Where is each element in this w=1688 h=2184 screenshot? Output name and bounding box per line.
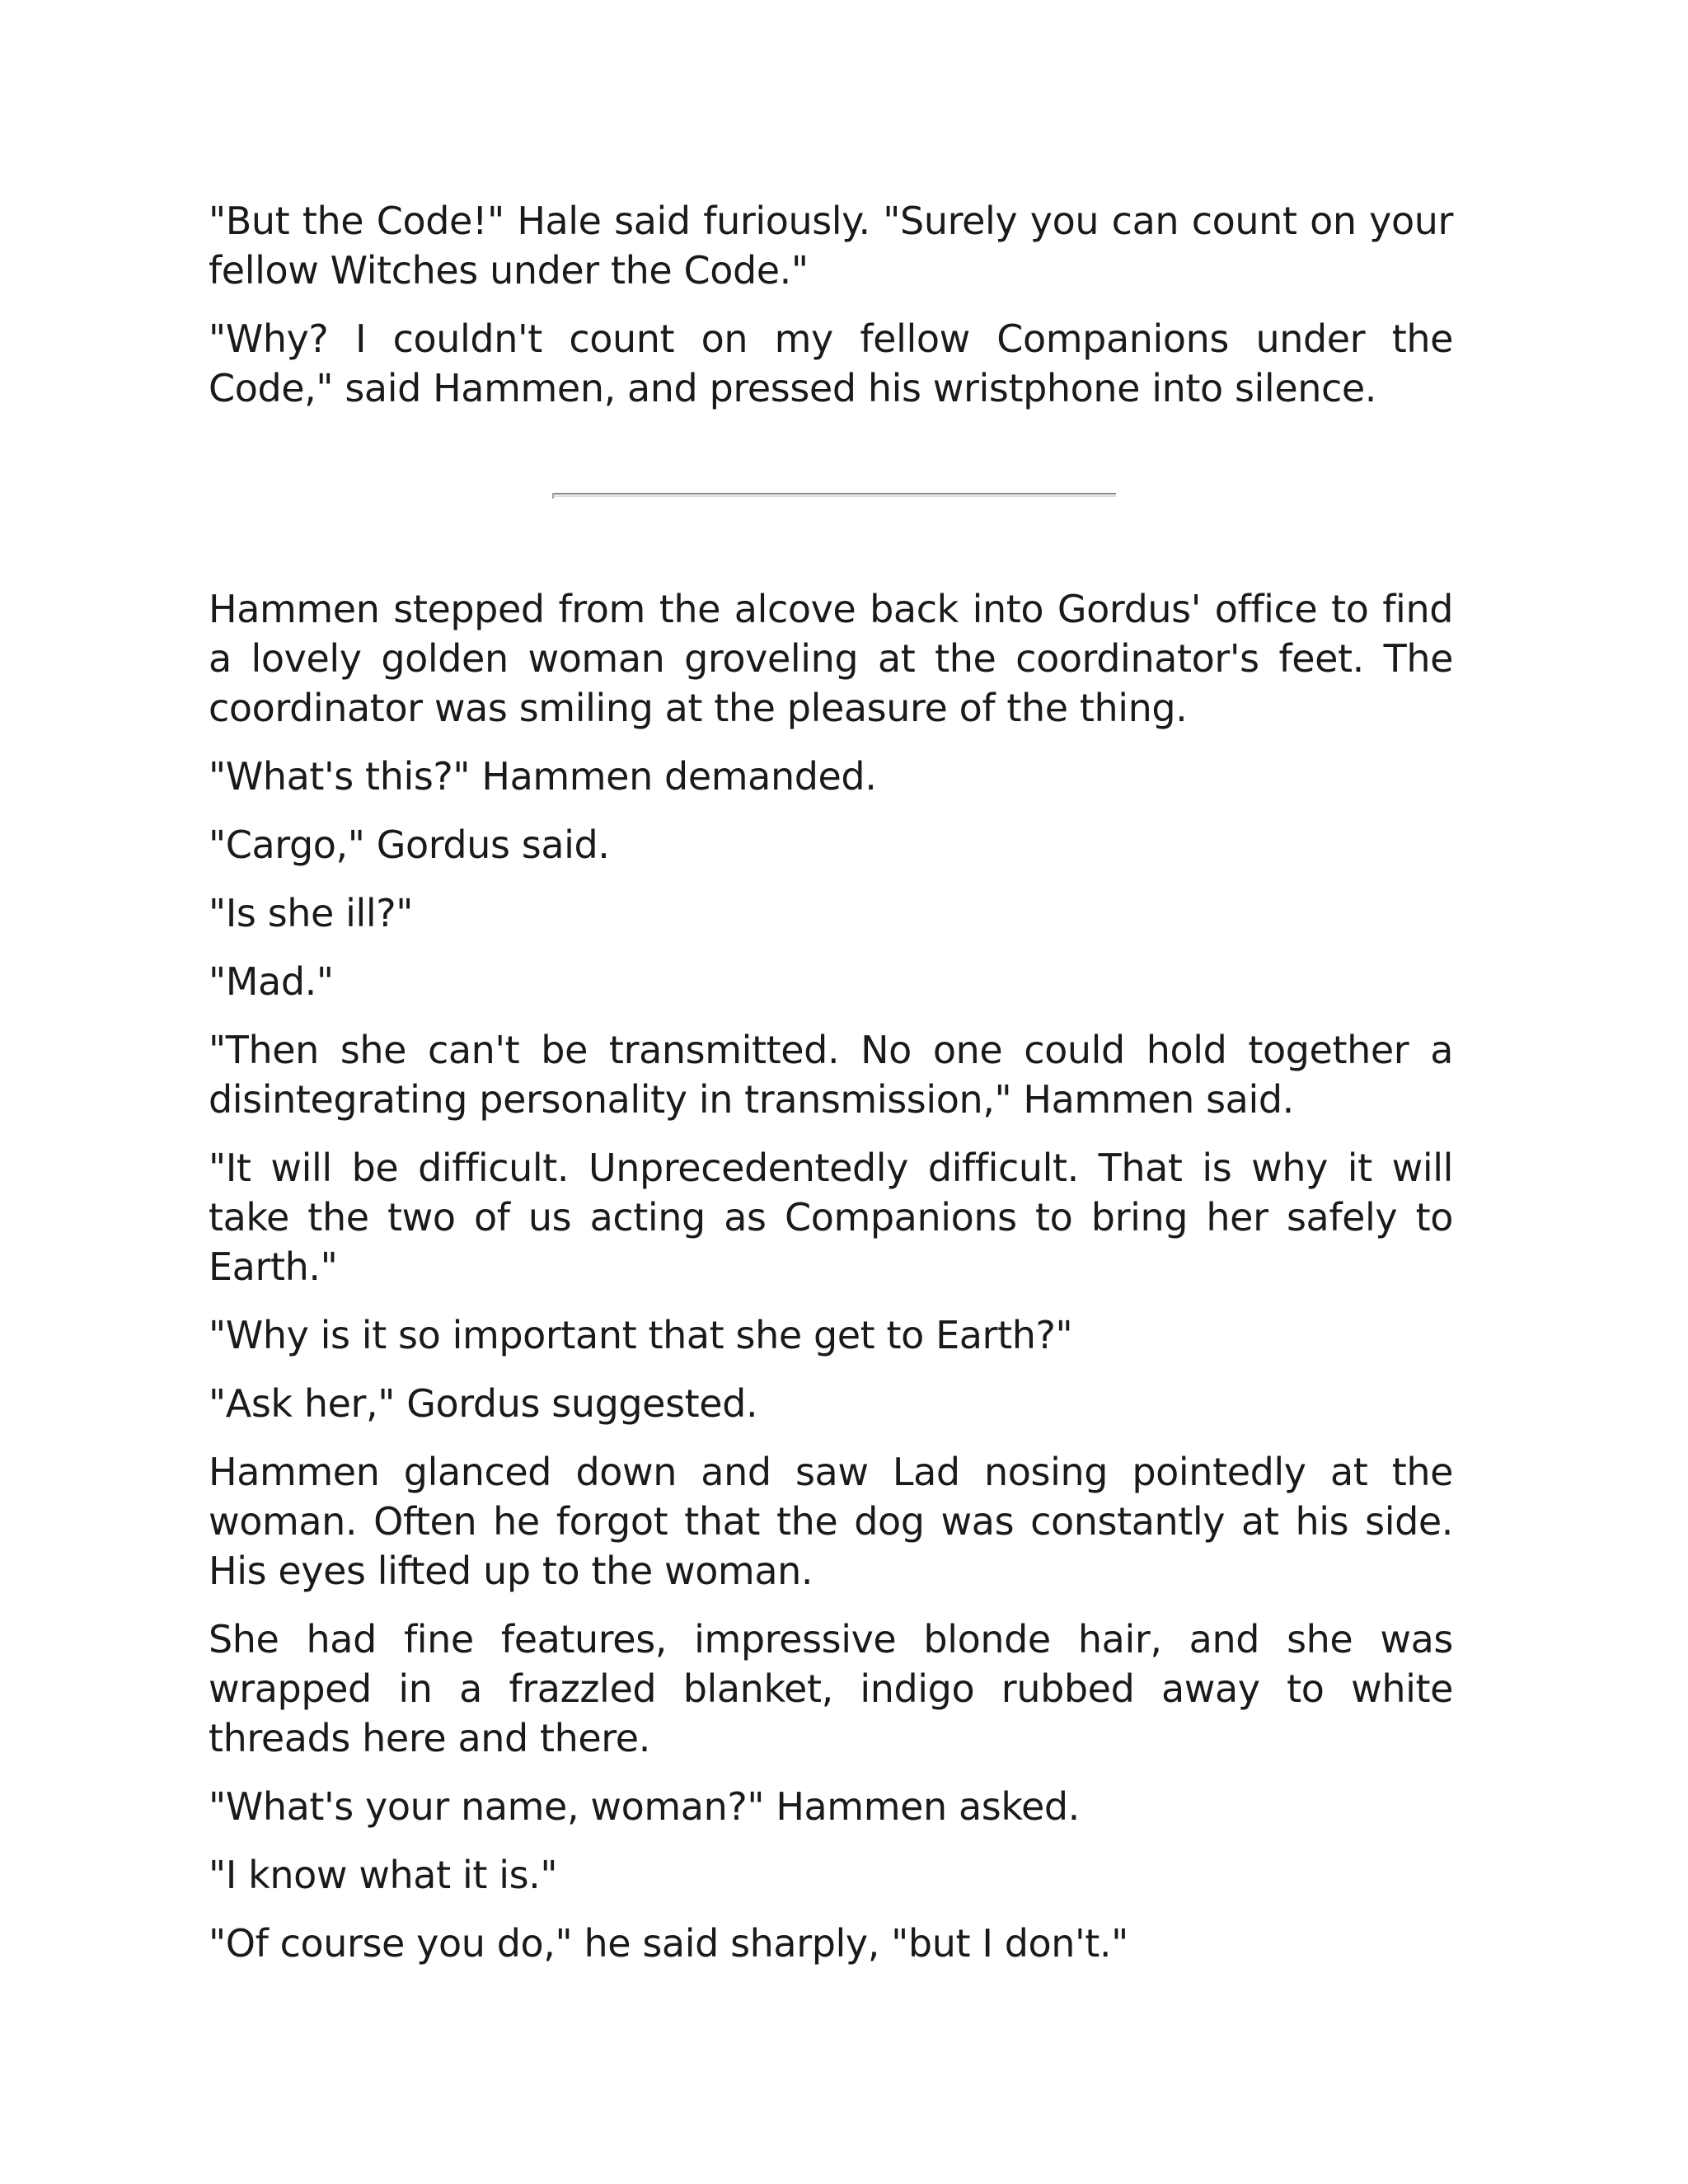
paragraph: "Cargo," Gordus said. [209,823,610,867]
paragraph: "What's your name, woman?" Hammen asked. [209,1784,1080,1829]
paragraph: "I know what it is." [209,1853,558,1897]
paragraph: "But the Code!" Hale said furiously. "Surely you can count on your fellow Witches under the Code." [209,199,1453,293]
divider-rule-dark [552,493,1116,494]
paragraph: "What's this?" Hammen demanded. [209,754,877,799]
scene-break-divider [552,493,1116,499]
divider-rule-cap [552,493,554,499]
paragraph: "Of course you do," he said sharply, "but I don't." [209,1921,1128,1966]
paragraph: "Why? I couldn't count on my fellow Companions under the Code," said Hammen, and pressed his wristphone into silence. [209,316,1453,410]
paragraph: "Then she can't be transmitted. No one could hold together a disintegrating personality in transmission," Hammen said. [209,1028,1453,1122]
paragraph: "Ask her," Gordus suggested. [209,1381,758,1426]
paragraph: She had fine features, impressive blonde hair, and she was wrapped in a frazzled blanket, indigo rubbed away to white threads here and there. [209,1617,1453,1760]
divider-rule-light [552,495,1116,497]
paragraph: Hammen glanced down and saw Lad nosing pointedly at the woman. Often he forgot that the dog was constantly at his side. His eyes lifted up to the woman. [209,1450,1453,1593]
text-section-one [209,196,1453,432]
paragraph: "Why is it so important that she get to Earth?" [209,1313,1073,1357]
paragraph: "Is she ill?" [209,891,414,935]
paragraph: "It will be difficult. Unprecedentedly difficult. That is why it will take the two of us acting as Companions to bring her safely to Earth." [209,1146,1453,1289]
text-section-two [209,584,1453,1987]
paragraph: "Mad." [209,959,334,1004]
paragraph: Hammen stepped from the alcove back into Gordus' office to find a lovely golden woman groveling at the coordinator's feet. The coordinator was smiling at the pleasure of the thing. [209,587,1453,730]
